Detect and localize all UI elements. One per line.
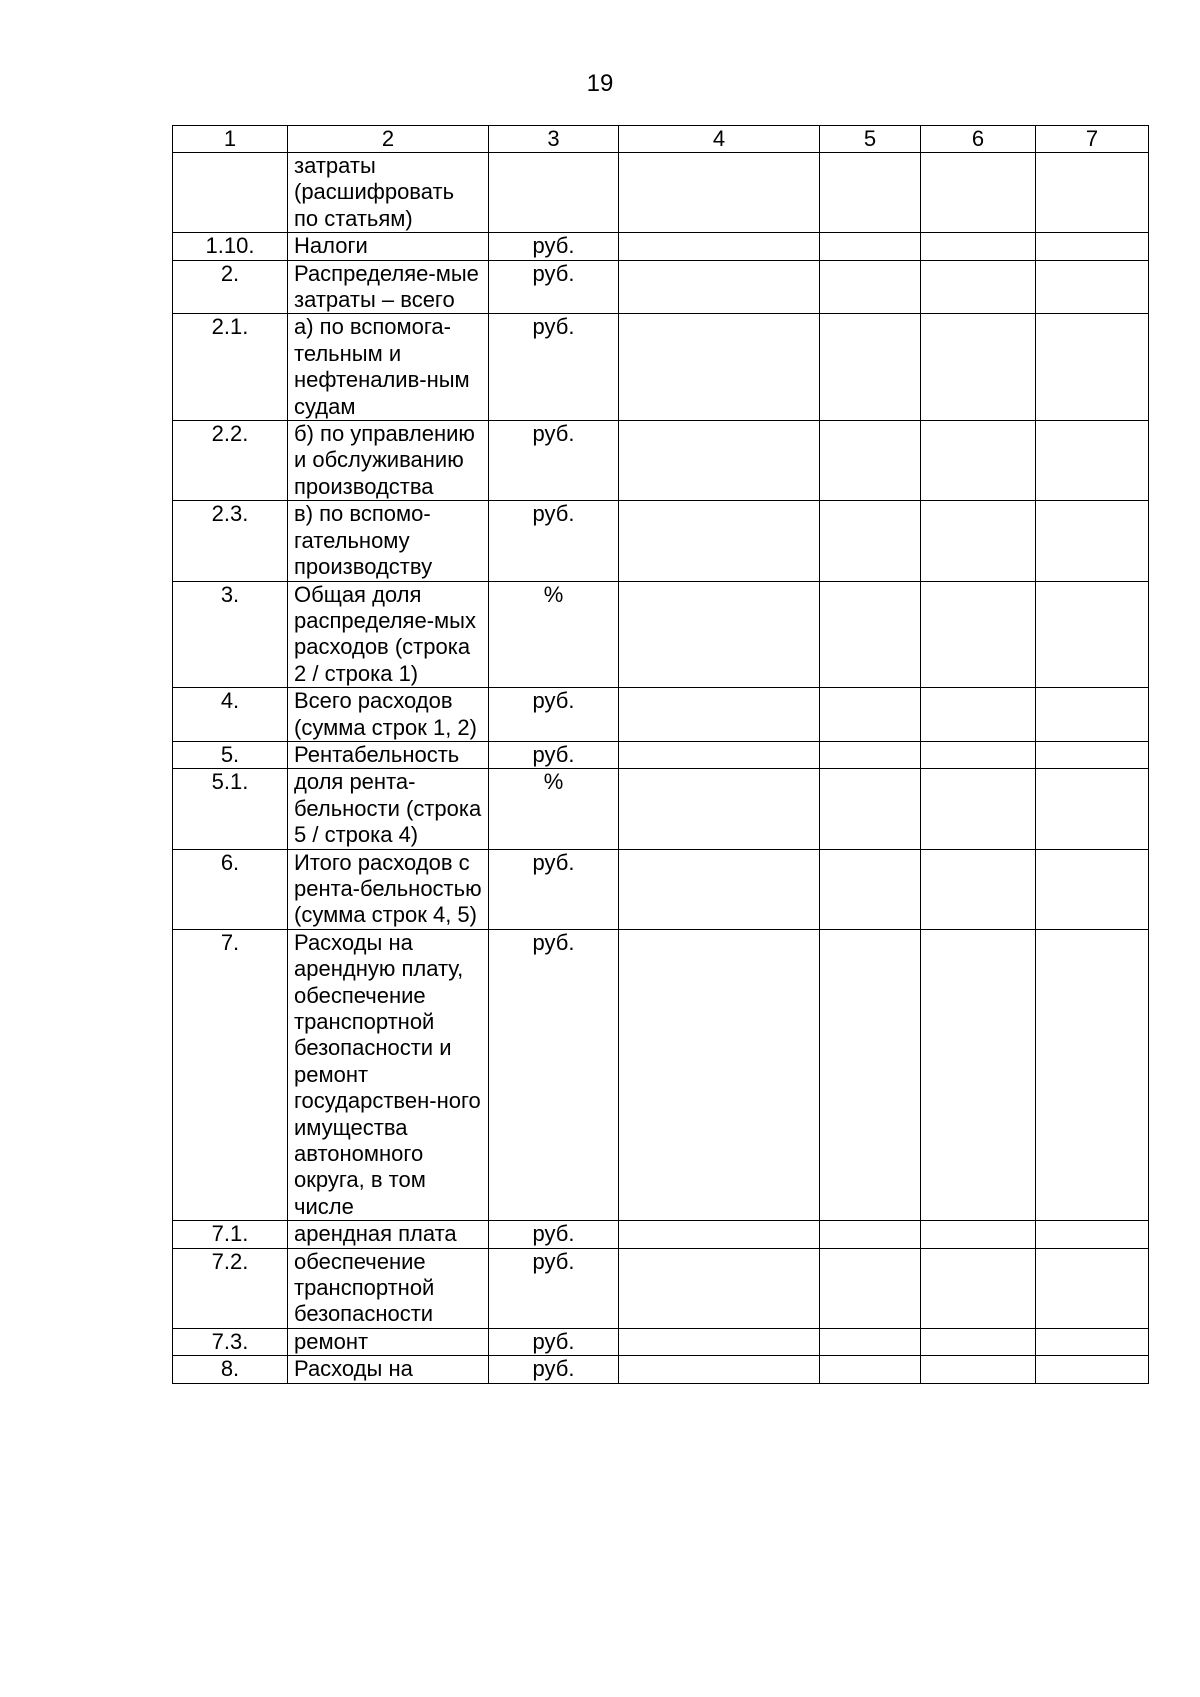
value-cell: [619, 1328, 820, 1355]
row-number-cell: 7.1.: [173, 1221, 288, 1248]
value-cell: [820, 741, 921, 768]
value-cell: [619, 849, 820, 929]
value-cell: [921, 314, 1036, 421]
table-row: [173, 153, 1149, 233]
row-unit-cell: руб.: [489, 741, 619, 768]
row-number-cell: 7.: [173, 929, 288, 1220]
value-cell: [1036, 153, 1149, 233]
value-cell: [921, 233, 1036, 260]
row-name-cell: б) по управлению и обслуживанию производства: [288, 421, 489, 501]
value-cell: [1036, 849, 1149, 929]
value-cell: [921, 153, 1036, 233]
value-cell: [1036, 929, 1149, 1220]
row-unit-cell: руб.: [489, 1248, 619, 1328]
value-cell: [820, 581, 921, 688]
row-number-cell: 2.3.: [173, 501, 288, 581]
value-cell: [921, 1248, 1036, 1328]
value-cell: [1036, 688, 1149, 742]
table-row: [173, 1328, 1149, 1355]
row-unit-cell: руб.: [489, 314, 619, 421]
value-cell: [820, 1328, 921, 1355]
row-unit-cell: руб.: [489, 1328, 619, 1355]
column-header: 6: [921, 126, 1036, 153]
row-number-cell: 6.: [173, 849, 288, 929]
cost-table: [172, 125, 1149, 1384]
value-cell: [619, 929, 820, 1220]
value-cell: [921, 260, 1036, 314]
value-cell: [820, 769, 921, 849]
value-cell: [619, 581, 820, 688]
value-cell: [1036, 741, 1149, 768]
value-cell: [921, 849, 1036, 929]
row-number-cell: 5.: [173, 741, 288, 768]
table-row: [173, 1248, 1149, 1328]
row-name-cell: затраты (расшифровать по статьям): [288, 153, 489, 233]
value-cell: [820, 314, 921, 421]
row-name-cell: а) по вспомога-тельным и нефтеналив-ным судам: [288, 314, 489, 421]
value-cell: [1036, 1248, 1149, 1328]
row-name-cell: ремонт: [288, 1328, 489, 1355]
table-row: [173, 688, 1149, 742]
row-unit-cell: руб.: [489, 849, 619, 929]
value-cell: [820, 1248, 921, 1328]
table-row: [173, 1356, 1149, 1383]
table-row: [173, 233, 1149, 260]
value-cell: [619, 741, 820, 768]
value-cell: [921, 929, 1036, 1220]
row-number-cell: 2.1.: [173, 314, 288, 421]
table-row: [173, 769, 1149, 849]
row-unit-cell: руб.: [489, 1221, 619, 1248]
table-row: [173, 1221, 1149, 1248]
value-cell: [619, 421, 820, 501]
value-cell: [820, 260, 921, 314]
value-cell: [921, 688, 1036, 742]
row-unit-cell: руб.: [489, 260, 619, 314]
value-cell: [921, 1356, 1036, 1383]
row-unit-cell: руб.: [489, 421, 619, 501]
value-cell: [921, 741, 1036, 768]
column-header: 7: [1036, 126, 1149, 153]
row-name-cell: в) по вспомо-гательному производству: [288, 501, 489, 581]
value-cell: [1036, 233, 1149, 260]
value-cell: [820, 1356, 921, 1383]
value-cell: [619, 1221, 820, 1248]
value-cell: [1036, 260, 1149, 314]
value-cell: [820, 421, 921, 501]
value-cell: [619, 501, 820, 581]
row-number-cell: 7.2.: [173, 1248, 288, 1328]
table-row: [173, 260, 1149, 314]
value-cell: [921, 1328, 1036, 1355]
value-cell: [820, 233, 921, 260]
row-unit-cell: %: [489, 581, 619, 688]
value-cell: [1036, 1221, 1149, 1248]
row-name-cell: Налоги: [288, 233, 489, 260]
row-unit-cell: руб.: [489, 1356, 619, 1383]
row-name-cell: Рентабельность: [288, 741, 489, 768]
row-number-cell: 4.: [173, 688, 288, 742]
header-row: [173, 126, 1149, 153]
value-cell: [619, 688, 820, 742]
value-cell: [820, 1221, 921, 1248]
row-name-cell: арендная плата: [288, 1221, 489, 1248]
row-name-cell: Расходы на: [288, 1356, 489, 1383]
column-header: 1: [173, 126, 288, 153]
table-row: [173, 581, 1149, 688]
row-name-cell: Общая доля распределяе-мых расходов (строка 2 / строка 1): [288, 581, 489, 688]
table-row: [173, 929, 1149, 1220]
value-cell: [921, 421, 1036, 501]
value-cell: [1036, 769, 1149, 849]
value-cell: [820, 501, 921, 581]
table-row: [173, 421, 1149, 501]
value-cell: [1036, 1356, 1149, 1383]
row-unit-cell: руб.: [489, 233, 619, 260]
row-unit-cell: руб.: [489, 688, 619, 742]
row-name-cell: Расходы на арендную плату, обеспечение транспортной безопасности и ремонт государствен-ного имущества автономного округа, в том числе: [288, 929, 489, 1220]
value-cell: [619, 769, 820, 849]
row-number-cell: [173, 153, 288, 233]
row-number-cell: 7.3.: [173, 1328, 288, 1355]
value-cell: [1036, 421, 1149, 501]
column-header: 5: [820, 126, 921, 153]
value-cell: [820, 153, 921, 233]
value-cell: [1036, 314, 1149, 421]
row-unit-cell: руб.: [489, 501, 619, 581]
table-row: [173, 741, 1149, 768]
row-number-cell: 3.: [173, 581, 288, 688]
row-unit-cell: руб.: [489, 929, 619, 1220]
value-cell: [1036, 581, 1149, 688]
value-cell: [820, 929, 921, 1220]
value-cell: [619, 233, 820, 260]
value-cell: [921, 769, 1036, 849]
row-number-cell: 5.1.: [173, 769, 288, 849]
value-cell: [619, 153, 820, 233]
page-number: 19: [586, 70, 614, 97]
row-name-cell: Распределяе-мые затраты – всего: [288, 260, 489, 314]
row-number-cell: 2.: [173, 260, 288, 314]
value-cell: [619, 314, 820, 421]
value-cell: [619, 1248, 820, 1328]
value-cell: [1036, 1328, 1149, 1355]
row-name-cell: доля рента-бельности (строка 5 / строка 4): [288, 769, 489, 849]
row-name-cell: Всего расходов (сумма строк 1, 2): [288, 688, 489, 742]
value-cell: [619, 1356, 820, 1383]
value-cell: [820, 688, 921, 742]
row-name-cell: Итого расходов с рента-бельностью (сумма строк 4, 5): [288, 849, 489, 929]
value-cell: [921, 1221, 1036, 1248]
value-cell: [921, 581, 1036, 688]
row-name-cell: обеспечение транспортной безопасности: [288, 1248, 489, 1328]
table-row: [173, 314, 1149, 421]
column-header: 4: [619, 126, 820, 153]
column-header: 2: [288, 126, 489, 153]
row-unit-cell: %: [489, 769, 619, 849]
row-number-cell: 8.: [173, 1356, 288, 1383]
table-row: [173, 501, 1149, 581]
value-cell: [820, 849, 921, 929]
row-unit-cell: [489, 153, 619, 233]
table-row: [173, 849, 1149, 929]
row-number-cell: 1.10.: [173, 233, 288, 260]
column-header: 3: [489, 126, 619, 153]
value-cell: [921, 501, 1036, 581]
row-number-cell: 2.2.: [173, 421, 288, 501]
value-cell: [619, 260, 820, 314]
value-cell: [1036, 501, 1149, 581]
